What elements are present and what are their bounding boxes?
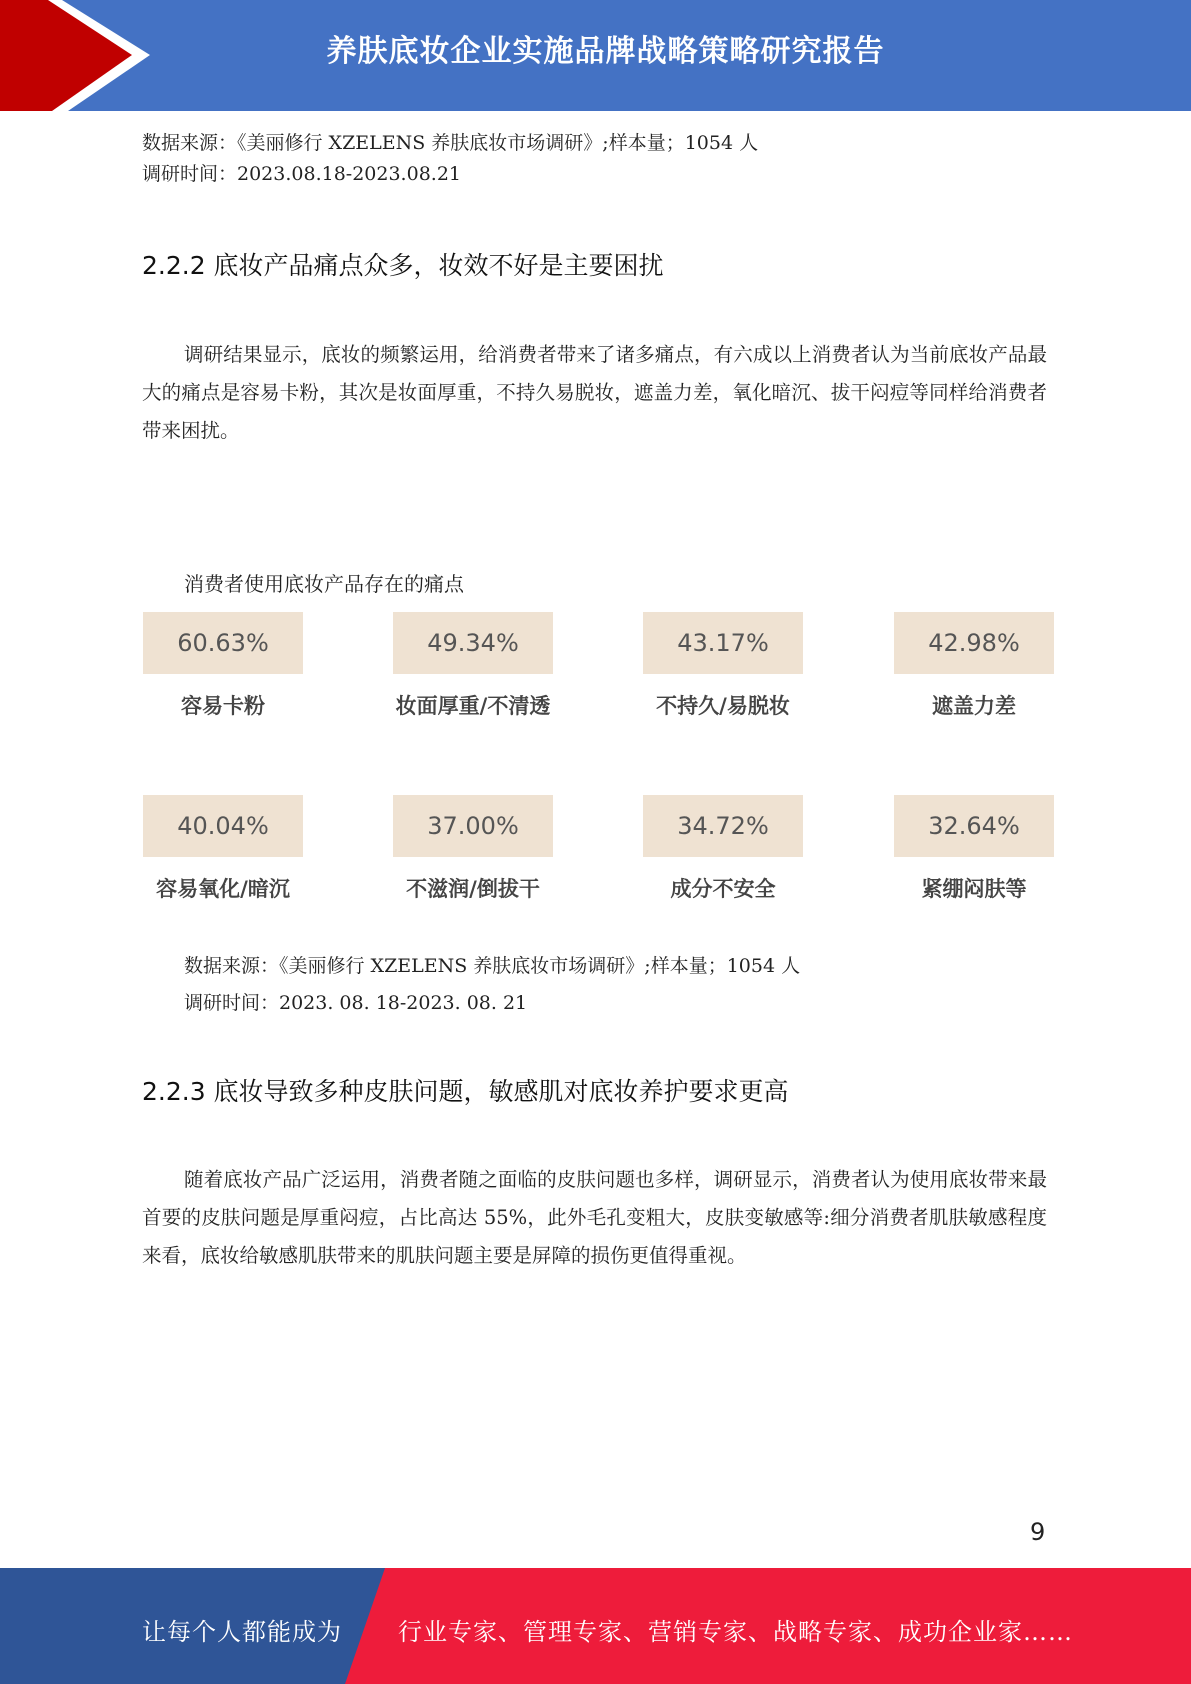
stat-value-box: 34.72% [643, 795, 803, 857]
survey-date-line: 调研时间：2023.08.18-2023.08.21 [142, 163, 461, 185]
stat-cell [393, 795, 553, 901]
stat-label: 不滋润/倒拔干 [406, 877, 540, 901]
stat-label: 成分不安全 [670, 877, 776, 901]
stat-label: 不持久/易脱妆 [656, 694, 790, 718]
footer-slogan-left: 让每个人都能成为 [142, 1618, 342, 1646]
stat-label: 紧绷闷肤等 [921, 877, 1027, 901]
stat-value-box: 40.04% [143, 795, 303, 857]
stat-value-box: 49.34% [393, 612, 553, 674]
stat-label: 妆面厚重/不清透 [395, 694, 551, 718]
stat-cell [643, 612, 803, 718]
stat-value-box: 60.63% [143, 612, 303, 674]
stat-value-box: 43.17% [643, 612, 803, 674]
data-source-block [184, 948, 800, 1022]
header-title: 养肤底妆企业实施品牌战略策略研究报告 [326, 34, 885, 69]
stat-cell [143, 795, 303, 901]
stat-label: 容易氧化/暗沉 [156, 877, 290, 901]
data-source-line: 数据来源：《美丽修行 XZELENS 养肤底妆市场调研》;样本量；1054 人 [142, 132, 759, 154]
data-source-line: 数据来源：《美丽修行 XZELENS 养肤底妆市场调研》;样本量；1054 人 [184, 955, 801, 977]
survey-date-line: 调研时间：2023. 08. 18-2023. 08. 21 [184, 992, 528, 1014]
footer-slogan-right: 行业专家、管理专家、营销专家、战略专家、成功企业家…… [398, 1618, 1073, 1646]
stat-value-box: 32.64% [894, 795, 1054, 857]
stat-cell [894, 612, 1054, 718]
stat-value-box: 37.00% [393, 795, 553, 857]
page-header [0, 0, 1191, 111]
section-paragraph-2-2-2: 调研结果显示，底妆的频繁运用，给消费者带来了诸多痛点，有六成以上消费者认为当前底妆产品最大的痛点是容易卡粉，其次是妆面厚重，不持久易脱妆，遮盖力差，氧化暗沉、拔干闷痘等同样给消费者带来困扰。 [142, 343, 1047, 442]
section-heading-2-2-3: 2.2.3 底妆导致多种皮肤问题，敏感肌对底妆养护要求更高 [142, 1077, 789, 1106]
stat-label: 容易卡粉 [181, 694, 265, 718]
stat-label: 遮盖力差 [932, 694, 1016, 718]
stat-cell [894, 795, 1054, 901]
section-heading-2-2-2: 2.2.2 底妆产品痛点众多，妆效不好是主要困扰 [142, 251, 664, 280]
stat-cell [393, 612, 553, 718]
data-source-block [142, 128, 758, 190]
section-paragraph-2-2-3: 随着底妆产品广泛运用，消费者随之面临的皮肤问题也多样，调研显示，消费者认为使用底妆带来最首要的皮肤问题是厚重闷痘，占比高达 55%，此外毛孔变粗大，皮肤变敏感等:细分消费者肌肤敏感程度来看，底妆给敏感肌肤带来的肌肤问题主要是屏障的损伤更值得重视。 [142, 1168, 1047, 1267]
stat-cell [143, 612, 303, 718]
page-footer [0, 1568, 1191, 1684]
stat-value-box: 42.98% [894, 612, 1054, 674]
stat-cell [643, 795, 803, 901]
page-number: 9 [1030, 1518, 1046, 1546]
chart-title: 消费者使用底妆产品存在的痛点 [184, 572, 464, 596]
